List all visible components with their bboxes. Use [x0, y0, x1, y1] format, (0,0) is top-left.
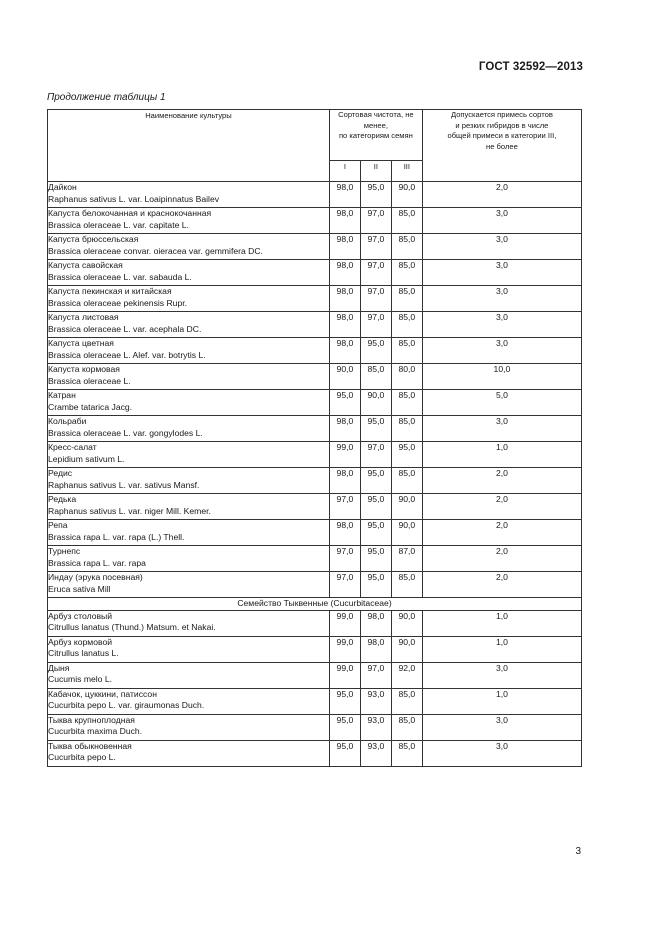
admixture-cell: 3,0	[422, 416, 581, 442]
purity-cat-3-cell: 90,0	[391, 494, 422, 520]
table-row	[48, 390, 582, 416]
table-row	[48, 740, 582, 766]
purity-cat-1-cell: 99,0	[329, 662, 360, 688]
purity-cat-2-cell: 97,0	[360, 312, 391, 338]
crop-name-ru: Капуста пекинская и китайская	[48, 286, 172, 296]
admixture-cell: 1,0	[422, 636, 581, 662]
crop-name-cell	[48, 234, 330, 260]
crop-name-latin: Cucurbita pepo L. var. giraumonas Duch.	[48, 700, 205, 710]
crop-name-latin: Eruca sativa Mill	[48, 583, 111, 594]
table-row	[48, 312, 582, 338]
purity-cat-3-cell: 87,0	[391, 546, 422, 572]
crop-name-cell	[48, 662, 330, 688]
crop-name-latin: Brassica oleraceae L. var. capitate L.	[48, 219, 189, 230]
table-row	[48, 714, 582, 740]
crop-name-ru: Редис	[48, 468, 73, 478]
purity-cat-3-cell: 85,0	[391, 688, 422, 714]
purity-cat-1-cell: 98,0	[329, 312, 360, 338]
purity-cat-3-cell: 95,0	[391, 442, 422, 468]
table-row	[48, 338, 582, 364]
admixture-cell: 2,0	[422, 572, 581, 598]
crop-name-cell	[48, 494, 330, 520]
table-row	[48, 662, 582, 688]
crop-name-latin: Brassica rapa L. var. rapa	[48, 557, 146, 568]
admixture-cell: 3,0	[422, 740, 581, 766]
crop-name-ru: Капуста цветная	[48, 338, 114, 348]
table-body-cucurbitaceae	[48, 610, 582, 766]
crop-name-cell	[48, 740, 330, 766]
table-row	[48, 688, 582, 714]
purity-cat-3-cell: 90,0	[391, 520, 422, 546]
crop-name-cell	[48, 636, 330, 662]
purity-cat-1-cell: 99,0	[329, 442, 360, 468]
crop-name-latin: Brassica oleraceae L. var. sabauda L.	[48, 271, 192, 282]
purity-cat-3-cell: 85,0	[391, 390, 422, 416]
admixture-cell: 3,0	[422, 286, 581, 312]
header-varietal-purity	[329, 110, 422, 161]
purity-cat-1-cell: 95,0	[329, 714, 360, 740]
header-crop-name: Наименование культуры	[48, 110, 330, 182]
purity-cat-3-cell: 85,0	[391, 234, 422, 260]
header-category-3: III	[391, 161, 422, 182]
crop-name-latin: Cucurbita maxima Duch.	[48, 726, 143, 736]
crop-name-cell	[48, 312, 330, 338]
purity-cat-2-cell: 95,0	[360, 182, 391, 208]
crop-name-cell	[48, 364, 330, 390]
purity-cat-2-cell: 97,0	[360, 208, 391, 234]
crop-name-cell	[48, 208, 330, 234]
crop-name-ru: Кабачок, цуккини, патиссон	[48, 688, 157, 699]
admixture-cell: 1,0	[422, 610, 581, 636]
purity-cat-3-cell: 85,0	[391, 714, 422, 740]
purity-cat-2-cell: 85,0	[360, 364, 391, 390]
crop-name-ru: Катран	[48, 390, 76, 400]
header-category-1: I	[329, 161, 360, 182]
crop-name-ru: Капуста кормовая	[48, 364, 120, 374]
purity-cat-1-cell: 95,0	[329, 740, 360, 766]
crop-name-ru: Капуста савойская	[48, 260, 123, 270]
crop-name-ru: Арбуз кормовой	[48, 636, 113, 647]
crop-name-latin: Lepidium sativum L.	[48, 453, 125, 464]
purity-cat-1-cell: 95,0	[329, 688, 360, 714]
crop-name-cell	[48, 688, 330, 714]
crop-name-ru: Репа	[48, 520, 68, 530]
header-admixture	[422, 110, 581, 182]
crop-name-cell	[48, 572, 330, 598]
crop-name-cell	[48, 442, 330, 468]
purity-cat-1-cell: 98,0	[329, 182, 360, 208]
table-row	[48, 182, 582, 208]
purity-cat-3-cell: 90,0	[391, 182, 422, 208]
purity-cat-2-cell: 97,0	[360, 260, 391, 286]
crop-name-latin: Brassica oleraceae pekinensis Rupr.	[48, 297, 188, 308]
purity-cat-2-cell: 93,0	[360, 714, 391, 740]
seed-purity-table	[47, 109, 582, 767]
crop-name-ru: Кресс-салат	[48, 442, 97, 452]
purity-cat-2-cell: 95,0	[360, 494, 391, 520]
admixture-cell: 2,0	[422, 468, 581, 494]
table-row	[48, 260, 582, 286]
purity-cat-2-cell: 90,0	[360, 390, 391, 416]
admixture-cell: 3,0	[422, 208, 581, 234]
header-admix-line: и резких гибридов в числе	[455, 120, 549, 130]
admixture-cell: 2,0	[422, 520, 581, 546]
purity-cat-3-cell: 85,0	[391, 260, 422, 286]
page-number: 3	[575, 846, 581, 857]
purity-cat-2-cell: 95,0	[360, 416, 391, 442]
purity-cat-2-cell: 98,0	[360, 610, 391, 636]
purity-cat-3-cell: 85,0	[391, 416, 422, 442]
purity-cat-2-cell: 95,0	[360, 468, 391, 494]
table-row	[48, 636, 582, 662]
header-admix-line: не более	[486, 141, 518, 151]
admixture-cell: 10,0	[422, 364, 581, 390]
purity-cat-1-cell: 98,0	[329, 260, 360, 286]
purity-cat-3-cell: 85,0	[391, 286, 422, 312]
table-caption: Продолжение таблицы 1	[47, 92, 166, 103]
crop-name-latin: Crambe tatarica Jacg.	[48, 401, 133, 412]
purity-cat-3-cell: 92,0	[391, 662, 422, 688]
purity-cat-1-cell: 98,0	[329, 208, 360, 234]
purity-cat-2-cell: 95,0	[360, 546, 391, 572]
admixture-cell: 2,0	[422, 182, 581, 208]
purity-cat-2-cell: 93,0	[360, 688, 391, 714]
purity-cat-3-cell: 85,0	[391, 572, 422, 598]
table-body-brassicaceae	[48, 182, 582, 598]
purity-cat-3-cell: 90,0	[391, 610, 422, 636]
crop-name-cell	[48, 338, 330, 364]
crop-name-latin: Raphanus sativus L. var. Loaipinnatus Bailev	[48, 193, 220, 204]
crop-name-ru: Дайкон	[48, 182, 77, 192]
admixture-cell: 1,0	[422, 442, 581, 468]
crop-name-cell	[48, 468, 330, 494]
crop-name-latin: Brassica oleraceae L. var. acephala DC.	[48, 323, 202, 334]
admixture-cell: 3,0	[422, 312, 581, 338]
purity-cat-2-cell: 98,0	[360, 636, 391, 662]
purity-cat-3-cell: 85,0	[391, 338, 422, 364]
purity-cat-2-cell: 97,0	[360, 442, 391, 468]
purity-cat-1-cell: 90,0	[329, 364, 360, 390]
purity-cat-3-cell: 85,0	[391, 208, 422, 234]
purity-cat-3-cell: 85,0	[391, 740, 422, 766]
table-row	[48, 494, 582, 520]
crop-name-ru: Капуста белокочанная и краснокочанная	[48, 208, 212, 218]
admixture-cell: 1,0	[422, 688, 581, 714]
purity-cat-1-cell: 99,0	[329, 610, 360, 636]
family-row	[48, 598, 582, 611]
crop-name-cell	[48, 546, 330, 572]
purity-cat-2-cell: 93,0	[360, 740, 391, 766]
purity-cat-1-cell: 98,0	[329, 468, 360, 494]
table-row	[48, 234, 582, 260]
purity-cat-3-cell: 85,0	[391, 468, 422, 494]
purity-cat-1-cell: 98,0	[329, 286, 360, 312]
crop-name-ru: Турнепс	[48, 546, 81, 556]
header-category-2: II	[360, 161, 391, 182]
table-row	[48, 520, 582, 546]
crop-name-cell	[48, 182, 330, 208]
purity-cat-1-cell: 98,0	[329, 416, 360, 442]
crop-name-latin: Citrullus lanatus (Thund.) Matsum. et Nakai.	[48, 622, 216, 632]
purity-cat-2-cell: 95,0	[360, 520, 391, 546]
purity-cat-2-cell: 97,0	[360, 234, 391, 260]
table-row	[48, 208, 582, 234]
purity-cat-1-cell: 97,0	[329, 494, 360, 520]
crop-name-ru: Тыква обыкновенная	[48, 740, 132, 751]
table-row	[48, 364, 582, 390]
purity-cat-3-cell: 90,0	[391, 636, 422, 662]
crop-name-cell	[48, 610, 330, 636]
table-row	[48, 416, 582, 442]
crop-name-latin: Brassica oleraceae L. Alef. var. botrytis L.	[48, 349, 206, 360]
crop-name-ru: Тыква крупноплодная	[48, 714, 135, 725]
purity-cat-3-cell: 85,0	[391, 312, 422, 338]
crop-name-cell	[48, 286, 330, 312]
purity-cat-2-cell: 97,0	[360, 286, 391, 312]
header-purity-line: менее,	[363, 120, 388, 130]
purity-cat-1-cell: 98,0	[329, 234, 360, 260]
admixture-cell: 3,0	[422, 714, 581, 740]
purity-cat-1-cell: 97,0	[329, 546, 360, 572]
crop-name-cell	[48, 520, 330, 546]
purity-cat-2-cell: 95,0	[360, 572, 391, 598]
admixture-cell: 3,0	[422, 234, 581, 260]
table-row	[48, 572, 582, 598]
crop-name-ru: Капуста брюссельская	[48, 234, 139, 244]
crop-name-ru: Арбуз столовый	[48, 610, 113, 621]
purity-cat-1-cell: 99,0	[329, 636, 360, 662]
crop-name-latin: Cucurbita pepo L.	[48, 752, 116, 762]
header-admix-line: общей примеси в категории III,	[447, 131, 557, 140]
crop-name-ru: Редька	[48, 494, 77, 504]
crop-name-cell	[48, 390, 330, 416]
header-admix-line: Допускается примесь сортов	[450, 110, 553, 119]
crop-name-latin: Raphanus sativus L. var. niger Mill. Kemer.	[48, 505, 211, 516]
crop-name-ru: Дыня	[48, 662, 70, 673]
family-heading: Семейство Тыквенные (Cucurbitaceae)	[48, 598, 582, 611]
crop-name-latin: Raphanus sativus L. var. sativus Mansf.	[48, 479, 200, 490]
admixture-cell: 2,0	[422, 546, 581, 572]
purity-cat-3-cell: 80,0	[391, 364, 422, 390]
crop-name-latin: Brassica oleraceae L. var. gongylodes L.	[48, 427, 203, 438]
table-row	[48, 442, 582, 468]
purity-cat-1-cell: 98,0	[329, 338, 360, 364]
crop-name-latin: Citrullus lanatus L.	[48, 648, 119, 658]
admixture-cell: 5,0	[422, 390, 581, 416]
table-row	[48, 610, 582, 636]
purity-cat-1-cell: 95,0	[329, 390, 360, 416]
purity-cat-2-cell: 97,0	[360, 662, 391, 688]
table-row	[48, 468, 582, 494]
purity-cat-2-cell: 95,0	[360, 338, 391, 364]
crop-name-latin: Brassica rapa L. var. rapa (L.) Thell.	[48, 531, 185, 542]
crop-name-latin: Cucumis melo L.	[48, 674, 112, 684]
table-row	[48, 546, 582, 572]
admixture-cell: 3,0	[422, 260, 581, 286]
purity-cat-1-cell: 97,0	[329, 572, 360, 598]
header-purity-line: по категориям семян	[338, 131, 413, 140]
crop-name-ru: Кольраби	[48, 416, 87, 426]
crop-name-ru: Капуста листовая	[48, 312, 119, 322]
crop-name-cell	[48, 416, 330, 442]
crop-name-latin: Brassica oleraceae convar. oieracea var. gemmifera DC.	[48, 245, 263, 256]
admixture-cell: 3,0	[422, 338, 581, 364]
crop-name-ru: Индау (эрука посевная)	[48, 572, 143, 582]
admixture-cell: 3,0	[422, 662, 581, 688]
standard-designation: ГОСТ 32592—2013	[478, 61, 583, 73]
admixture-cell: 2,0	[422, 494, 581, 520]
purity-cat-1-cell: 98,0	[329, 520, 360, 546]
crop-name-latin: Brassica oleraceae L.	[48, 375, 131, 386]
crop-name-cell	[48, 714, 330, 740]
table-row	[48, 286, 582, 312]
header-purity-line: Сортовая чистота, не	[338, 110, 414, 119]
crop-name-cell	[48, 260, 330, 286]
